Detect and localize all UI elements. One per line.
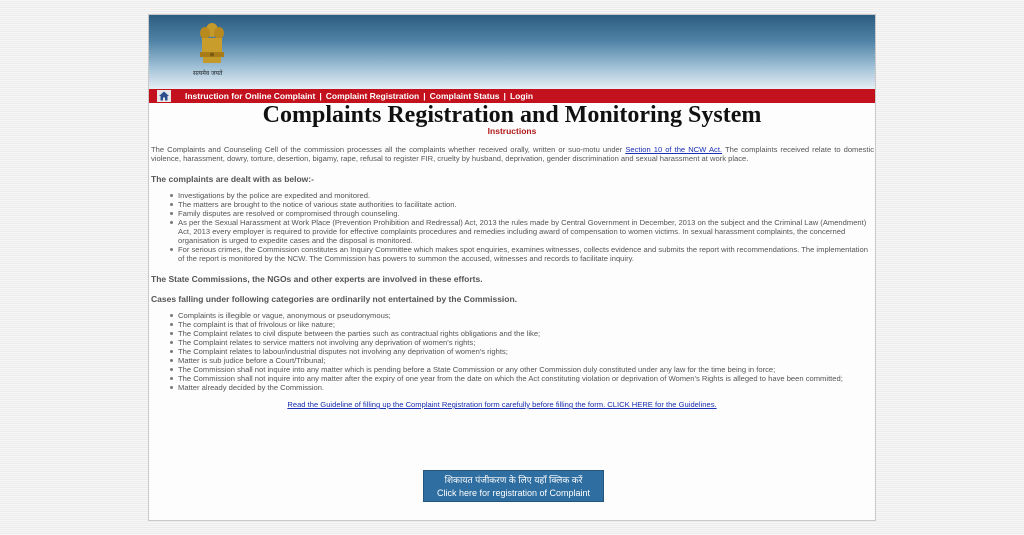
section2-heading: Cases falling under following categories are ordinarily not entertained by the Commission. [151,294,518,304]
state-commissions-note: The State Commissions, the NGOs and other experts are involved in these efforts. [151,274,483,284]
register-complaint-button[interactable] [423,470,604,502]
intro-paragraph [151,145,874,163]
list-item: Complaints is illegible or vague, anonymous or pseudonymous; [178,311,874,320]
header-banner [149,15,875,89]
list-item: The Complaint relates to civil dispute between the parties such as contractual rights obligations and the like; [178,329,874,338]
guideline-link[interactable]: Read the Guideline of filling up the Complaint Registration form carefully before filling the form. CLICK HERE for the Guidelines. [287,400,717,409]
section2-list [150,311,874,392]
nav-separator: | [503,91,506,101]
national-emblem-icon [197,21,227,67]
list-item: Family disputes are resolved or compromised through counseling. [178,209,874,218]
nav-instruction-link[interactable]: Instruction for Online Complaint [185,91,316,101]
section1-heading: The complaints are dealt with as below:- [151,174,314,184]
list-item: The Complaint relates to service matters not involving any deprivation of women's rights; [178,338,874,347]
intro-text-end: The complaints received relate to domestic violence, harassment, dowry, torture, desertion, bigamy, rape, refusal to register FIR, cruelty by husband, deprivation, gender discrimination and sexual harassment at work place. [151,145,874,163]
nav-complaint-status-link[interactable]: Complaint Status [429,91,500,101]
intro-text-start: The Complaints and Counseling Cell of the commission processes all the complaints whether received orally, written or suo-motu under [151,145,626,154]
register-button-hindi-label: शिकायत पंजीकरण के लिए यहाँ क्लिक करें [444,475,583,485]
page-title: Complaints Registration and Monitoring System [262,102,762,128]
list-item: Investigations by the police are expedited and monitored. [178,191,874,200]
list-item: Matter already decided by the Commission. [178,383,874,392]
nav-login-link[interactable]: Login [509,91,534,101]
home-icon[interactable] [157,90,171,102]
register-button-english-label: Click here for registration of Complaint [436,488,591,498]
list-item: For serious crimes, the Commission constitutes an Inquiry Committee which makes spot enquiries, examines witnesses, collects evidence and submits the report with recommendations. The implementation of the report is monitored by the NCW. The Commission has powers to summon the accused, witnesses and records to facilitate inquiry. [178,245,874,263]
guideline-row [148,400,874,409]
main-content [149,145,875,409]
list-item: The Commission shall not inquire into any matter which is pending before a State Commission or any other Commission duly constituted under any law for the time being in force; [178,365,874,374]
emblem-motto: सत्यमेव जयते [193,70,223,77]
section1-list [150,191,874,263]
list-item: As per the Sexual Harassment at Work Place (Prevention Prohibition and Redressal) Act, 2013 the rules made by Central Government in December, 2013 on the subject and the Criminal Law (Amendment) Act, 2013 every employer is required to provide for effective complaints procedures and remedies including award of compensation to women victims. In sexual harassment complaints, the concerned organisation is urged to expedite cases and the disposal is monitored. [178,218,874,245]
nav-separator: | [319,91,322,101]
list-item: The Commission shall not inquire into any matter after the expiry of one year from the date on which the Act constituting violation or deprivation of Women's Rights is alleged to have been committed; [178,374,874,383]
nav-separator: | [423,91,426,101]
list-item: The complaint is that of frivolous or like nature; [178,320,874,329]
ncw-act-link[interactable]: Section 10 of the NCW Act. [625,145,723,154]
list-item: The Complaint relates to labour/industrial disputes not involving any deprivation of women's rights; [178,347,874,356]
page-subtitle: Instructions [487,126,537,136]
list-item: The matters are brought to the notice of various state authorities to facilitate action. [178,200,874,209]
list-item: Matter is sub judice before a Court/Tribunal; [178,356,874,365]
nav-complaint-registration-link[interactable]: Complaint Registration [325,91,420,101]
page-container [148,14,876,521]
